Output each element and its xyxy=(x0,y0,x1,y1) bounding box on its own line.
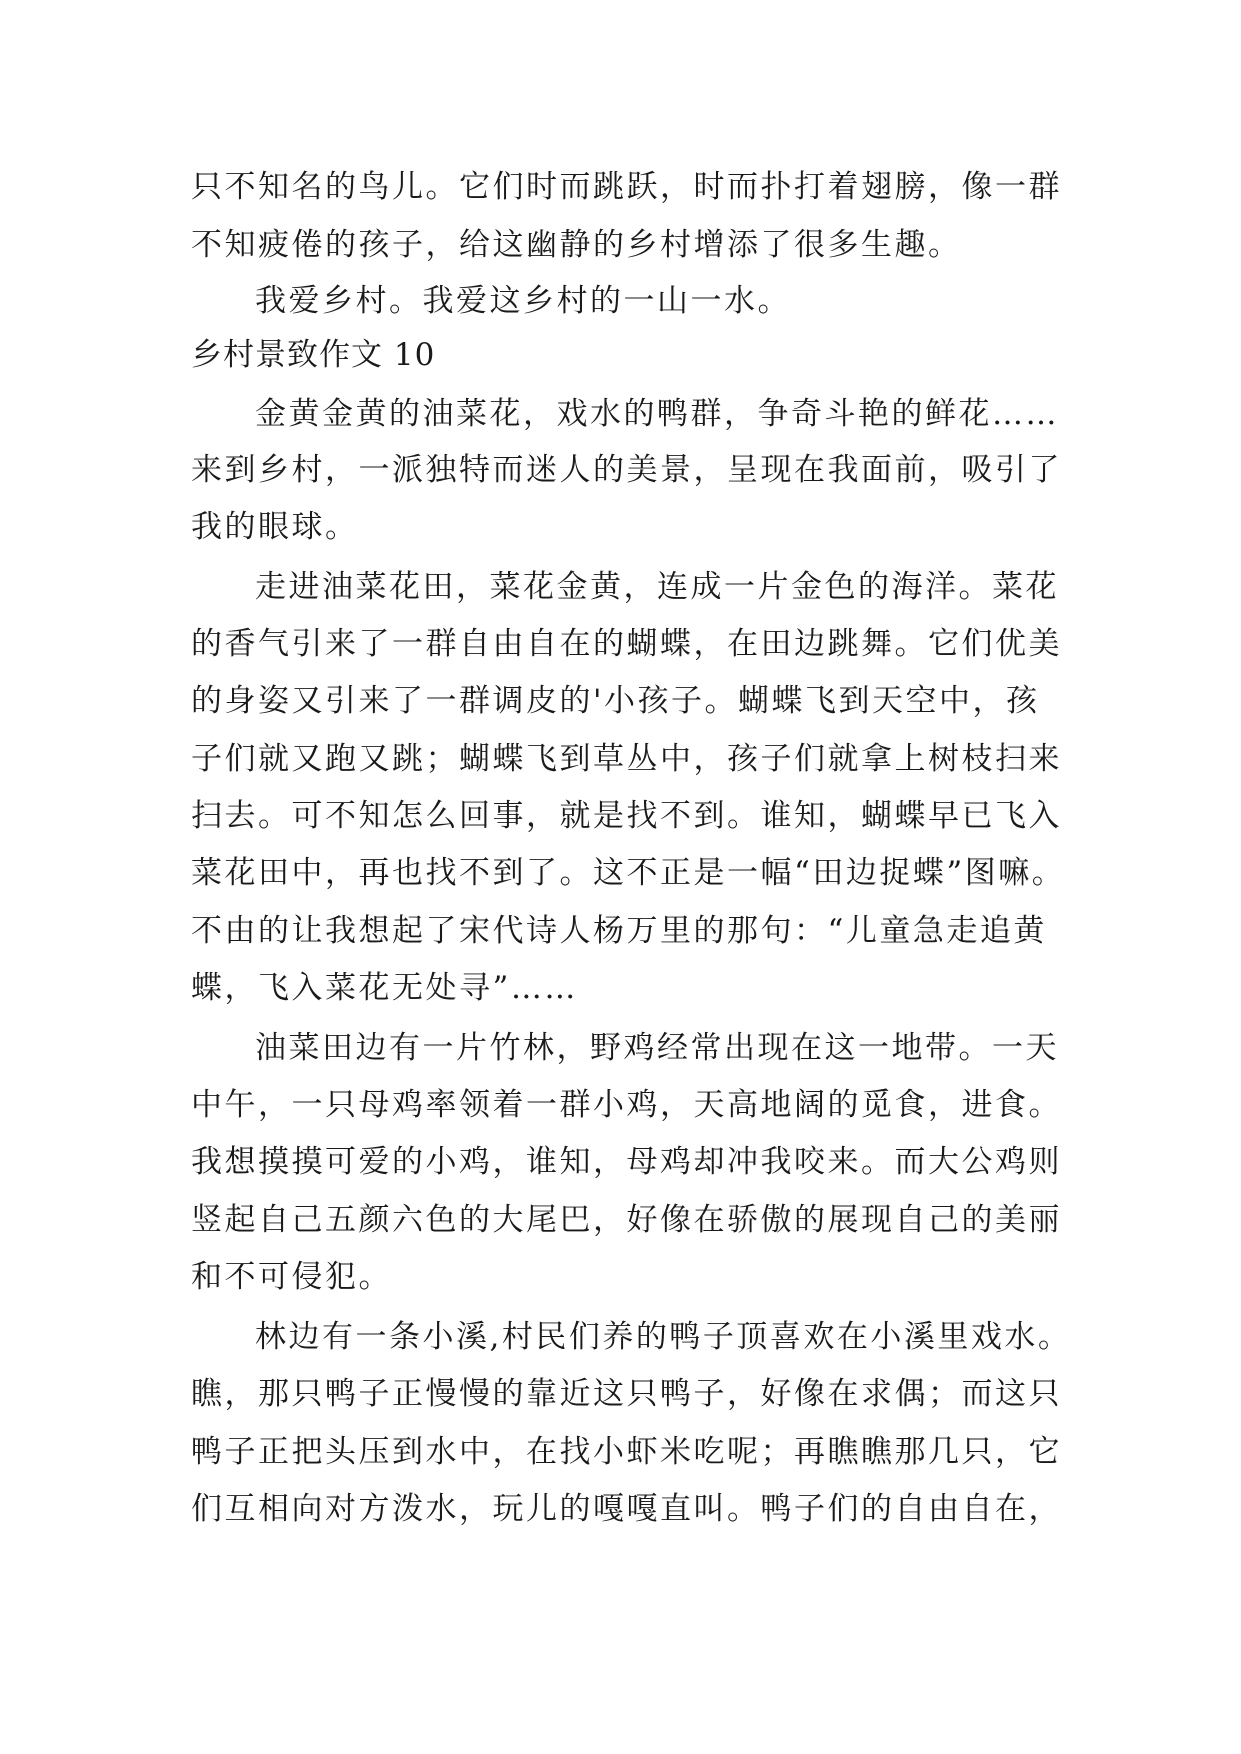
text-line: 我想摸摸可爱的小鸡，谁知，母鸡却冲我咬来。而大公鸡则 xyxy=(191,1144,1062,1180)
text-line: 我的眼球。 xyxy=(191,509,359,545)
text-line: 瞧，那只鸭子正慢慢的靠近这只鸭子，好像在求偶；而这只 xyxy=(191,1376,1062,1412)
text-line: 子们就又跑又跳；蝴蝶飞到草丛中，孩子们就拿上树枝扫来 xyxy=(191,741,1062,777)
text-line: 来到乡村，一派独特而迷人的美景，呈现在我面前，吸引了 xyxy=(191,452,1062,488)
text-line: 中午，一只母鸡率领着一群小鸡，天高地阔的觅食，进食。 xyxy=(191,1087,1062,1123)
text-line: 的香气引来了一群自由自在的蝴蝶，在田边跳舞。它们优美 xyxy=(191,626,1062,662)
text-line: 们互相向对方泼水，玩儿的嘎嘎直叫。鸭子们的自由自在， xyxy=(191,1491,1062,1527)
text-line: 我爱乡村。我爱这乡村的一山一水。 xyxy=(255,283,791,319)
text-line: 扫去。可不知怎么回事，就是找不到。谁知，蝴蝶早已飞入 xyxy=(191,798,1062,834)
text-line: 油菜田边有一片竹林，野鸡经常出现在这一地带。一天 xyxy=(255,1030,1059,1066)
text-line: 鸭子正把头压到水中，在找小虾米吃呢；再瞧瞧那几只，它 xyxy=(191,1434,1062,1470)
text-line: 走进油菜花田，菜花金黄，连成一片金色的海洋。菜花 xyxy=(255,569,1059,605)
text-line: 和不可侵犯。 xyxy=(191,1259,392,1295)
text-line: 的身姿又引来了一群调皮的'小孩子。蝴蝶飞到天空中，孩 xyxy=(191,683,1040,719)
text-line: 不知疲倦的孩子，给这幽静的乡村增添了很多生趣。 xyxy=(191,227,962,263)
text-line: 林边有一条小溪,村民们养的鸭子顶喜欢在小溪里戏水。 xyxy=(255,1319,1072,1355)
text-line: 蝶，飞入菜花无处寻”…… xyxy=(191,970,578,1006)
text-line: 只不知名的鸟儿。它们时而跳跃，时而扑打着翅膀，像一群 xyxy=(191,169,1062,205)
text-line: 菜花田中，再也找不到了。这不正是一幅“田边捉蝶”图嘛。 xyxy=(191,855,1066,891)
section-heading: 乡村景致作文 10 xyxy=(191,337,436,373)
text-line: 不由的让我想起了宋代诗人杨万里的那句：“儿童急走追黄 xyxy=(191,913,1047,949)
text-line: 金黄金黄的油菜花，戏水的鸭群，争奇斗艳的鲜花…… xyxy=(255,396,1059,432)
text-line: 竖起自己五颜六色的大尾巴，好像在骄傲的展现自己的美丽 xyxy=(191,1202,1062,1238)
